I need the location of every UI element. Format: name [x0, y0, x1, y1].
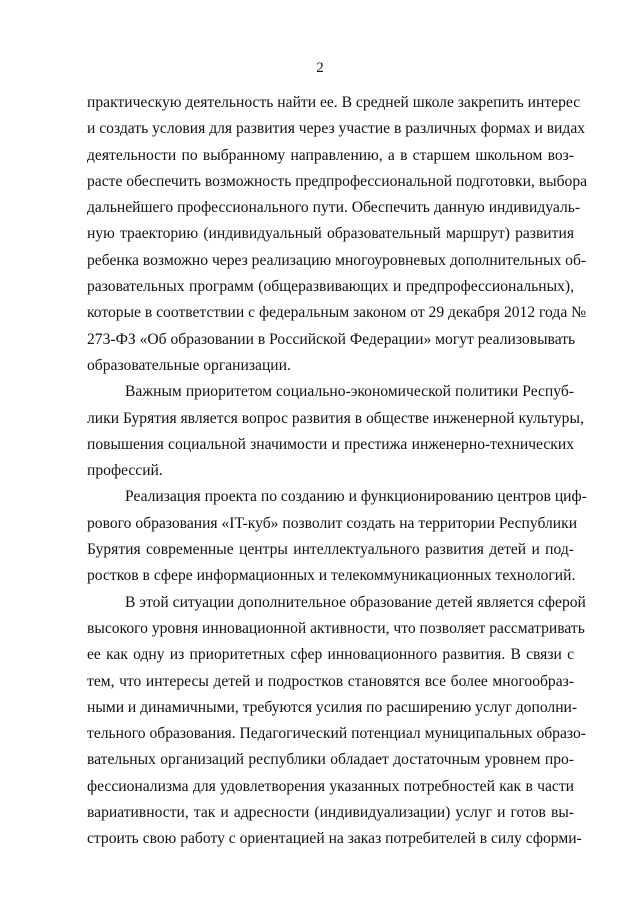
text-line: рового образования «IT-куб» позволит создать на территории Республики	[87, 514, 578, 532]
text-line: и создать условия для развития через участие в различных формах и видах	[87, 120, 586, 138]
text-line: лики Бурятия является вопрос развития в обществе инженерной культуры,	[87, 409, 584, 427]
text-line: разовательных программ (общеразвивающих и предпрофессиональных),	[87, 278, 574, 296]
text-line: расте обеспечить возможность предпрофессиональной подготовки, выбора	[87, 172, 588, 190]
text-line: фессионализма для удовлетворения указанных потребностей как в части	[87, 777, 574, 795]
text-line: ными и динамичными, требуются усилия по расширению услуг дополни-	[87, 698, 578, 716]
text-line: профессий.	[87, 462, 163, 480]
text-line: Реализация проекта по созданию и функционированию центров циф-	[125, 488, 587, 506]
text-line: 273-ФЗ «Об образовании в Российской Федерации» могут реализовывать	[87, 330, 576, 348]
text-line: повышения социальной значимости и престижа инженерно-технических	[87, 435, 574, 453]
text-line: ее как одну из приоритетных сфер инновационного развития. В связи с	[87, 646, 574, 664]
text-line: Бурятия современные центры интеллектуального развития детей и под-	[87, 541, 574, 559]
paragraph	[87, 90, 588, 379]
text-line: Важным приоритетом социально-экономической политики Респуб-	[125, 383, 574, 401]
body-text	[87, 90, 588, 853]
text-line: тельного образования. Педагогический потенциал муниципальных образо-	[87, 725, 586, 743]
text-line: образовательные организации.	[87, 356, 291, 374]
text-line: дальнейшего профессионального пути. Обеспечить данную индивидуаль-	[87, 199, 581, 217]
text-line: практическую деятельность найти ее. В средней школе закрепить интерес	[87, 94, 581, 111]
text-line: строить свою работу с ориентацией на заказ потребителей в силу сформи-	[87, 830, 582, 848]
text-line: В этой ситуации дополнительное образование детей является сферой	[125, 593, 586, 611]
page-number: 2	[316, 60, 324, 76]
text-line: вариативности, так и адресности (индивидуализации) услуг и готов вы-	[87, 804, 574, 822]
text-line: вательных организаций республики обладает достаточным уровнем про-	[87, 751, 574, 769]
paragraph	[87, 379, 584, 484]
text-line: высокого уровня инновационной активности, что позволяет рассматривать	[87, 619, 585, 637]
paragraph	[87, 590, 586, 853]
text-line: деятельности по выбранному направлению, а в старшем школьном воз-	[87, 146, 574, 164]
paragraph	[87, 484, 587, 589]
text-line: тем, что интересы детей и подростков становятся все более многообраз-	[87, 672, 574, 690]
text-line: ребенка возможно через реализацию многоуровневых дополнительных об-	[87, 251, 587, 269]
text-line: ростков в сфере информационных и телекоммуникационных технологий.	[87, 567, 576, 585]
text-line: ную траекторию (индивидуальный образовательный маршрут) развития	[87, 225, 574, 243]
text-line: которые в соответствии с федеральным законом от 29 декабря 2012 года №	[87, 304, 587, 322]
